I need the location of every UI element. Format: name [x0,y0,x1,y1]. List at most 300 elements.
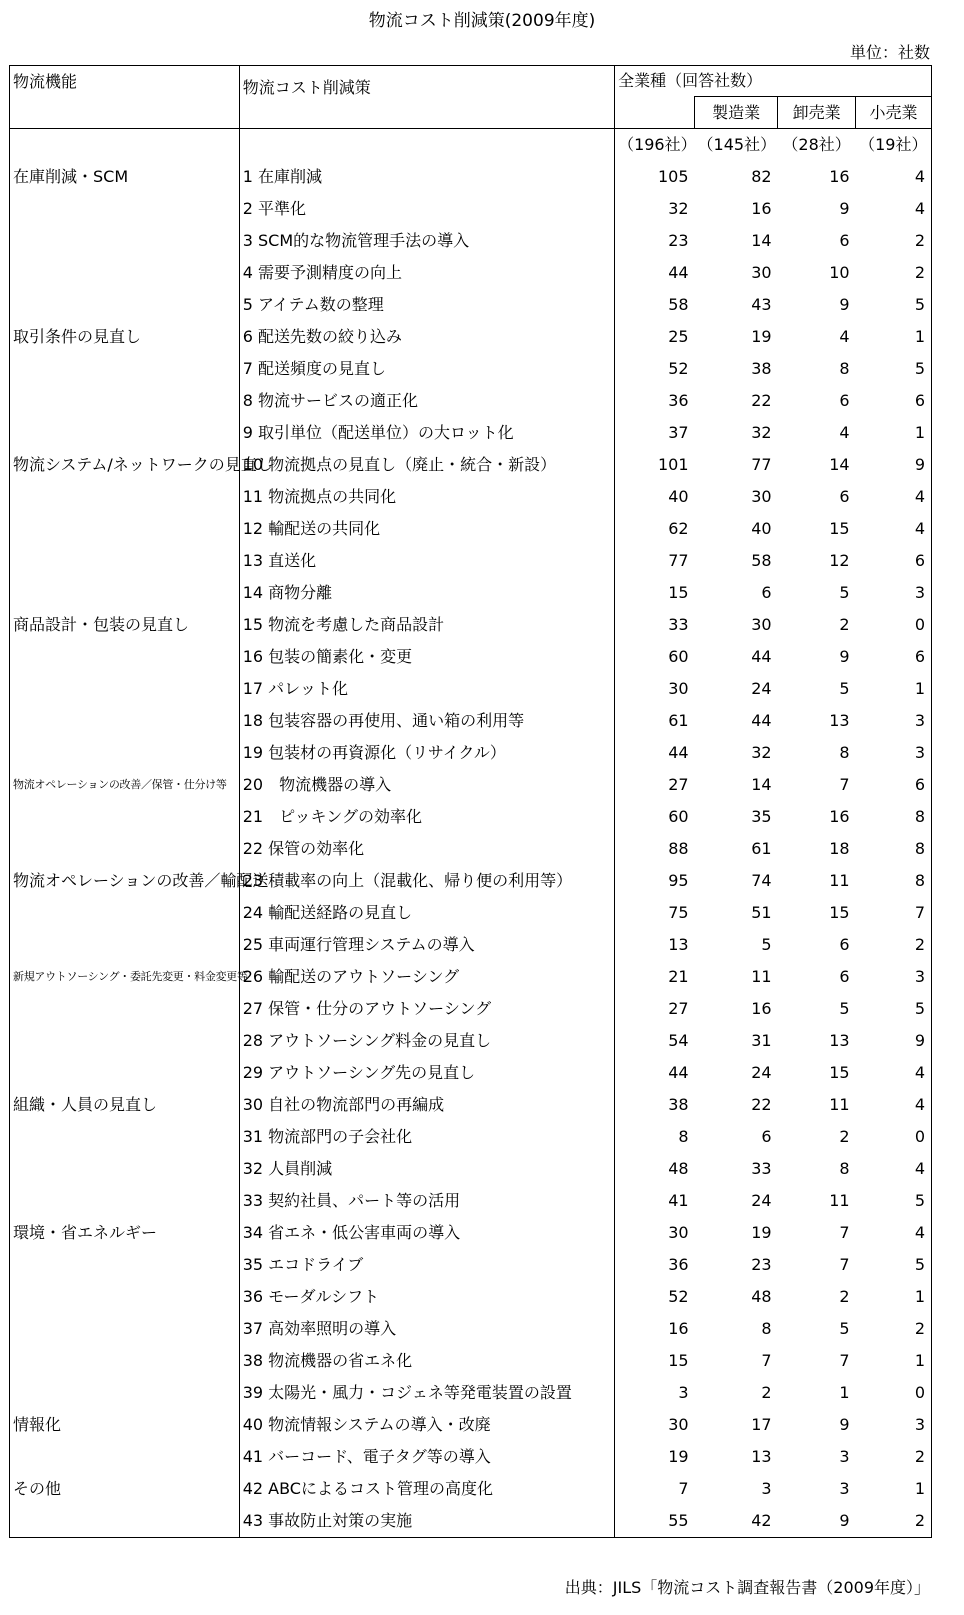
header-retail: 小売業 [856,97,932,129]
category-cell [10,1249,240,1281]
category-cell [10,833,240,865]
retail-cell: 5 [856,993,932,1025]
manufacturing-cell: 14 [751,231,772,250]
measure-cell: 13 直送化 [239,545,614,577]
measure-cell: 12 輸配送の共同化 [239,513,614,545]
retail-cell: 3 [856,705,932,737]
table-row [10,1345,932,1377]
table-row [10,1409,932,1441]
measure-cell: 26 輸配送のアウトソーシング [239,961,614,993]
measure-cell: 35 エコドライブ [239,1249,614,1281]
all-industries-cell: 105 [658,167,689,186]
retail-cell: 3 [856,577,932,609]
table-row [10,769,932,801]
unit-label: 単位：社数 [849,43,930,62]
retail-cell: 3 [856,737,932,769]
retail-cell: 6 [856,545,932,577]
manufacturing-cell: 77 [751,455,772,474]
table-row [10,577,932,609]
table-row [10,1089,932,1121]
wholesale-cell: 9 [839,1415,850,1434]
table-row [10,929,932,961]
category-cell [10,801,240,833]
table-row [10,1505,932,1538]
table-row [10,1313,932,1345]
category-cell [10,993,240,1025]
table-row [10,545,932,577]
retail-cell: 7 [856,897,932,929]
count-all: （196社） [618,135,697,154]
wholesale-cell: 1 [839,1383,850,1402]
all-industries-cell: 30 [668,1223,689,1242]
wholesale-cell: 7 [839,775,850,794]
retail-cell: 6 [856,769,932,801]
category-cell [10,705,240,737]
wholesale-cell: 15 [829,903,850,922]
all-industries-cell: 7 [678,1479,689,1498]
count-manufacturing: （145社） [697,135,777,154]
category-cell [10,1281,240,1313]
table-row [10,513,932,545]
category-cell [10,257,240,289]
manufacturing-cell: 44 [751,711,772,730]
table-row [10,833,932,865]
all-industries-cell: 30 [668,679,689,698]
measure-cell: 42 ABCによるコスト管理の高度化 [239,1473,614,1505]
measure-cell: 31 物流部門の子会社化 [239,1121,614,1153]
retail-cell: 8 [856,833,932,865]
retail-cell: 9 [856,449,932,481]
manufacturing-cell: 19 [751,1223,772,1242]
measure-cell: 33 契約社員、パート等の活用 [239,1185,614,1217]
category-cell [10,1441,240,1473]
retail-cell: 0 [856,609,932,641]
retail-cell: 4 [856,1153,932,1185]
all-industries-cell: 40 [668,487,689,506]
wholesale-cell: 2 [839,1287,850,1306]
measure-cell: 19 包装材の再資源化（リサイクル） [239,737,614,769]
table-row [10,1377,932,1409]
retail-cell: 1 [856,673,932,705]
source-note: 出典：JILS「物流コスト調査報告書（2009年度）」 [564,1578,930,1597]
wholesale-cell: 11 [829,1095,850,1114]
manufacturing-cell: 7 [761,1351,772,1370]
table-row [10,449,932,481]
wholesale-cell: 6 [839,967,850,986]
all-industries-cell: 54 [668,1031,689,1050]
all-industries-cell: 62 [668,519,689,538]
table-row [10,353,932,385]
category-cell: 取引条件の見直し [10,321,240,353]
measure-cell: 34 省エネ・低公害車両の導入 [239,1217,614,1249]
category-cell: その他 [10,1473,240,1505]
measure-cell: 5 アイテム数の整理 [239,289,614,321]
measure-cell: 28 アウトソーシング料金の見直し [239,1025,614,1057]
manufacturing-cell: 30 [751,487,772,506]
measure-cell: 29 アウトソーシング先の見直し [239,1057,614,1089]
header-measure: 物流コスト削減策 [239,66,614,129]
category-cell [10,1057,240,1089]
wholesale-cell: 7 [839,1255,850,1274]
wholesale-cell: 9 [839,199,850,218]
measure-cell: 20 物流機器の導入 [239,769,614,801]
table-row [10,1185,932,1217]
measure-cell: 39 太陽光・風力・コジェネ等発電装置の設置 [239,1377,614,1409]
category-cell [10,353,240,385]
all-industries-cell: 36 [668,1255,689,1274]
category-cell: 物流オペレーションの改善／輸配送 [10,865,240,897]
retail-cell: 4 [856,1217,932,1249]
retail-cell: 1 [856,1345,932,1377]
table-row [10,1281,932,1313]
manufacturing-cell: 22 [751,391,772,410]
all-industries-cell: 27 [668,999,689,1018]
retail-cell: 5 [856,353,932,385]
manufacturing-cell: 22 [751,1095,772,1114]
wholesale-cell: 9 [778,1505,856,1538]
retail-cell: 9 [856,1025,932,1057]
wholesale-cell: 5 [839,583,850,602]
all-industries-cell: 48 [668,1159,689,1178]
category-cell [10,417,240,449]
category-cell [10,1505,240,1538]
table-row [10,1057,932,1089]
manufacturing-cell: 16 [751,199,772,218]
all-industries-cell: 25 [668,327,689,346]
category-cell [10,289,240,321]
retail-cell: 2 [856,929,932,961]
table-row [10,705,932,737]
manufacturing-cell: 19 [751,327,772,346]
measure-cell: 41 バーコード、電子タグ等の導入 [239,1441,614,1473]
all-industries-cell: 33 [668,615,689,634]
measure-cell: 36 モーダルシフト [239,1281,614,1313]
all-industries-cell: 44 [668,743,689,762]
category-cell [10,1313,240,1345]
all-industries-cell: 32 [668,199,689,218]
manufacturing-cell: 8 [761,1319,772,1338]
manufacturing-cell: 5 [761,935,772,954]
retail-cell: 5 [856,1249,932,1281]
category-cell [10,193,240,225]
category-cell [10,737,240,769]
wholesale-cell: 7 [839,1223,850,1242]
table-row [10,737,932,769]
table-row [10,1025,932,1057]
manufacturing-cell: 61 [751,839,772,858]
category-cell [10,1025,240,1057]
manufacturing-cell: 16 [751,999,772,1018]
category-cell: 物流オペレーションの改善／保管・仕分け等 [10,769,240,801]
wholesale-cell: 9 [839,647,850,666]
wholesale-cell: 9 [839,295,850,314]
retail-cell: 1 [856,417,932,449]
manufacturing-cell: 32 [751,423,772,442]
wholesale-cell: 13 [829,1031,850,1050]
measure-cell: 32 人員削減 [239,1153,614,1185]
measure-cell: 15 物流を考慮した商品設計 [239,609,614,641]
wholesale-cell: 13 [829,711,850,730]
category-cell [10,225,240,257]
table-body [10,66,932,1538]
wholesale-cell: 2 [839,1127,850,1146]
count-row [10,129,932,162]
manufacturing-cell: 24 [751,1191,772,1210]
category-cell: 商品設計・包装の見直し [10,609,240,641]
retail-cell: 1 [856,1281,932,1313]
wholesale-cell: 8 [839,743,850,762]
measure-cell: 16 包装の簡素化・変更 [239,641,614,673]
table-row [10,993,932,1025]
measure-cell: 43 事故防止対策の実施 [239,1505,614,1538]
measure-cell: 24 輸配送経路の見直し [239,897,614,929]
measure-cell: 4 需要予測精度の向上 [239,257,614,289]
page-title: 物流コスト削減策(2009年度) [368,11,596,31]
category-cell: 新規アウトソーシング・委託先変更・料金変更等 [10,961,240,993]
header-all-blank [615,97,695,129]
category-cell: 在庫削減・SCM [10,161,240,193]
category-cell [10,1377,240,1409]
manufacturing-cell: 3 [761,1479,772,1498]
measure-cell: 11 物流拠点の共同化 [239,481,614,513]
wholesale-cell: 8 [839,359,850,378]
retail-cell: 5 [856,1185,932,1217]
retail-cell: 8 [856,865,932,897]
manufacturing-cell: 14 [751,775,772,794]
manufacturing-cell: 32 [751,743,772,762]
manufacturing-cell: 40 [751,519,772,538]
all-industries-cell: 16 [668,1319,689,1338]
wholesale-cell: 5 [839,679,850,698]
wholesale-cell: 6 [839,231,850,250]
header-function: 物流機能 [10,66,240,129]
table-row [10,1121,932,1153]
measure-cell: 37 高効率照明の導入 [239,1313,614,1345]
retail-cell: 3 [856,961,932,993]
retail-cell: 0 [856,1121,932,1153]
measure-cell: 38 物流機器の省エネ化 [239,1345,614,1377]
category-cell [10,1185,240,1217]
wholesale-cell: 3 [839,1447,850,1466]
category-cell [10,577,240,609]
manufacturing-cell: 30 [751,615,772,634]
wholesale-cell: 11 [829,871,850,890]
retail-cell: 6 [856,385,932,417]
manufacturing-cell: 35 [751,807,772,826]
measure-cell: 40 物流情報システムの導入・改廃 [239,1409,614,1441]
measure-cell: 25 車両運行管理システムの導入 [239,929,614,961]
category-cell: 物流システム/ネットワークの見直し [10,449,240,481]
category-cell [10,929,240,961]
retail-cell: 2 [856,1441,932,1473]
category-cell [10,641,240,673]
measure-cell: 17 パレット化 [239,673,614,705]
retail-cell: 1 [856,321,932,353]
measure-cell: 10 物流拠点の見直し（廃止・統合・新設） [239,449,614,481]
table-row [10,481,932,513]
all-industries-cell: 38 [668,1095,689,1114]
wholesale-cell: 5 [839,1319,850,1338]
header-all-industries: 全業種（回答社数） [615,66,932,97]
manufacturing-cell: 42 [695,1505,778,1538]
header-manufacturing: 製造業 [695,97,778,129]
table-row [10,609,932,641]
measure-cell: 23 積載率の向上（混載化、帰り便の利用等） [239,865,614,897]
category-cell: 情報化 [10,1409,240,1441]
all-industries-cell: 30 [668,1415,689,1434]
manufacturing-cell: 24 [751,1063,772,1082]
category-cell [10,545,240,577]
category-cell [10,1153,240,1185]
table-row [10,193,932,225]
table-row [10,417,932,449]
measure-cell: 9 取引単位（配送単位）の大ロット化 [239,417,614,449]
manufacturing-cell: 24 [751,679,772,698]
manufacturing-cell: 43 [751,295,772,314]
retail-cell: 2 [856,1505,932,1538]
all-industries-cell: 21 [668,967,689,986]
wholesale-cell: 15 [829,519,850,538]
manufacturing-cell: 33 [751,1159,772,1178]
retail-cell: 4 [856,1089,932,1121]
category-cell [10,1345,240,1377]
measure-cell: 30 自社の物流部門の再編成 [239,1089,614,1121]
manufacturing-cell: 11 [751,967,772,986]
wholesale-cell: 15 [829,1063,850,1082]
all-industries-cell: 15 [668,1351,689,1370]
retail-cell: 4 [856,513,932,545]
measure-cell: 14 商物分離 [239,577,614,609]
manufacturing-cell: 44 [751,647,772,666]
table-row [10,865,932,897]
table-row [10,897,932,929]
all-industries-cell: 41 [668,1191,689,1210]
measure-cell: 18 包装容器の再使用、通い箱の利用等 [239,705,614,737]
wholesale-cell: 8 [839,1159,850,1178]
category-cell: 環境・省エネルギー [10,1217,240,1249]
measure-cell: 22 保管の効率化 [239,833,614,865]
all-industries-cell: 44 [668,1063,689,1082]
retail-cell: 2 [856,1313,932,1345]
all-industries-cell: 13 [668,935,689,954]
all-industries-cell: 55 [615,1505,695,1538]
retail-cell: 3 [856,1409,932,1441]
all-industries-cell: 60 [668,807,689,826]
wholesale-cell: 18 [829,839,850,858]
table-row [10,1249,932,1281]
table-row [10,257,932,289]
table-row [10,1473,932,1505]
category-cell [10,513,240,545]
retail-cell: 4 [856,161,932,193]
table-row [10,801,932,833]
all-industries-cell: 60 [668,647,689,666]
all-industries-cell: 19 [668,1447,689,1466]
category-cell [10,1121,240,1153]
all-industries-cell: 23 [668,231,689,250]
retail-cell: 5 [856,289,932,321]
measure-cell: 21 ピッキングの効率化 [239,801,614,833]
retail-cell: 4 [856,481,932,513]
wholesale-cell: 16 [829,167,850,186]
manufacturing-cell: 30 [751,263,772,282]
retail-cell: 2 [856,225,932,257]
retail-cell: 0 [856,1377,932,1409]
count-wholesale: （28社） [782,135,851,154]
wholesale-cell: 16 [829,807,850,826]
all-industries-cell: 101 [658,455,689,474]
all-industries-cell: 75 [668,903,689,922]
all-industries-cell: 61 [668,711,689,730]
measure-cell: 8 物流サービスの適正化 [239,385,614,417]
table-row [10,161,932,193]
all-industries-cell: 95 [668,871,689,890]
wholesale-cell: 6 [839,935,850,954]
manufacturing-cell: 51 [751,903,772,922]
wholesale-cell: 5 [839,999,850,1018]
all-industries-cell: 44 [668,263,689,282]
manufacturing-cell: 6 [761,583,772,602]
manufacturing-cell: 74 [751,871,772,890]
wholesale-cell: 12 [829,551,850,570]
all-industries-cell: 15 [668,583,689,602]
all-industries-cell: 27 [668,775,689,794]
wholesale-cell: 4 [839,423,850,442]
all-industries-cell: 3 [678,1383,689,1402]
manufacturing-cell: 31 [751,1031,772,1050]
wholesale-cell: 4 [839,327,850,346]
category-cell [10,897,240,929]
manufacturing-cell: 2 [761,1383,772,1402]
retail-cell: 8 [856,801,932,833]
header-row-1 [10,66,932,97]
wholesale-cell: 11 [829,1191,850,1210]
retail-cell: 6 [856,641,932,673]
all-industries-cell: 52 [668,359,689,378]
table-row [10,321,932,353]
manufacturing-cell: 38 [751,359,772,378]
wholesale-cell: 2 [839,615,850,634]
all-industries-cell: 52 [668,1287,689,1306]
table-row [10,385,932,417]
category-cell [10,481,240,513]
wholesale-cell: 6 [839,487,850,506]
wholesale-cell: 10 [829,263,850,282]
manufacturing-cell: 58 [751,551,772,570]
retail-cell: 4 [856,193,932,225]
measure-cell: 2 平準化 [239,193,614,225]
wholesale-cell: 14 [829,455,850,474]
table-row [10,961,932,993]
measure-cell: 6 配送先数の絞り込み [239,321,614,353]
cost-reduction-table [9,65,932,1538]
measure-cell: 27 保管・仕分のアウトソーシング [239,993,614,1025]
manufacturing-cell: 13 [751,1447,772,1466]
measure-cell: 7 配送頻度の見直し [239,353,614,385]
manufacturing-cell: 82 [751,167,772,186]
retail-cell: 1 [856,1473,932,1505]
table-row [10,641,932,673]
table-row [10,225,932,257]
table-row [10,673,932,705]
all-industries-cell: 58 [668,295,689,314]
header-wholesale: 卸売業 [778,97,856,129]
all-industries-cell: 37 [668,423,689,442]
manufacturing-cell: 48 [751,1287,772,1306]
category-cell: 組織・人員の見直し [10,1089,240,1121]
table-row [10,1153,932,1185]
count-retail: （19社） [856,129,932,162]
